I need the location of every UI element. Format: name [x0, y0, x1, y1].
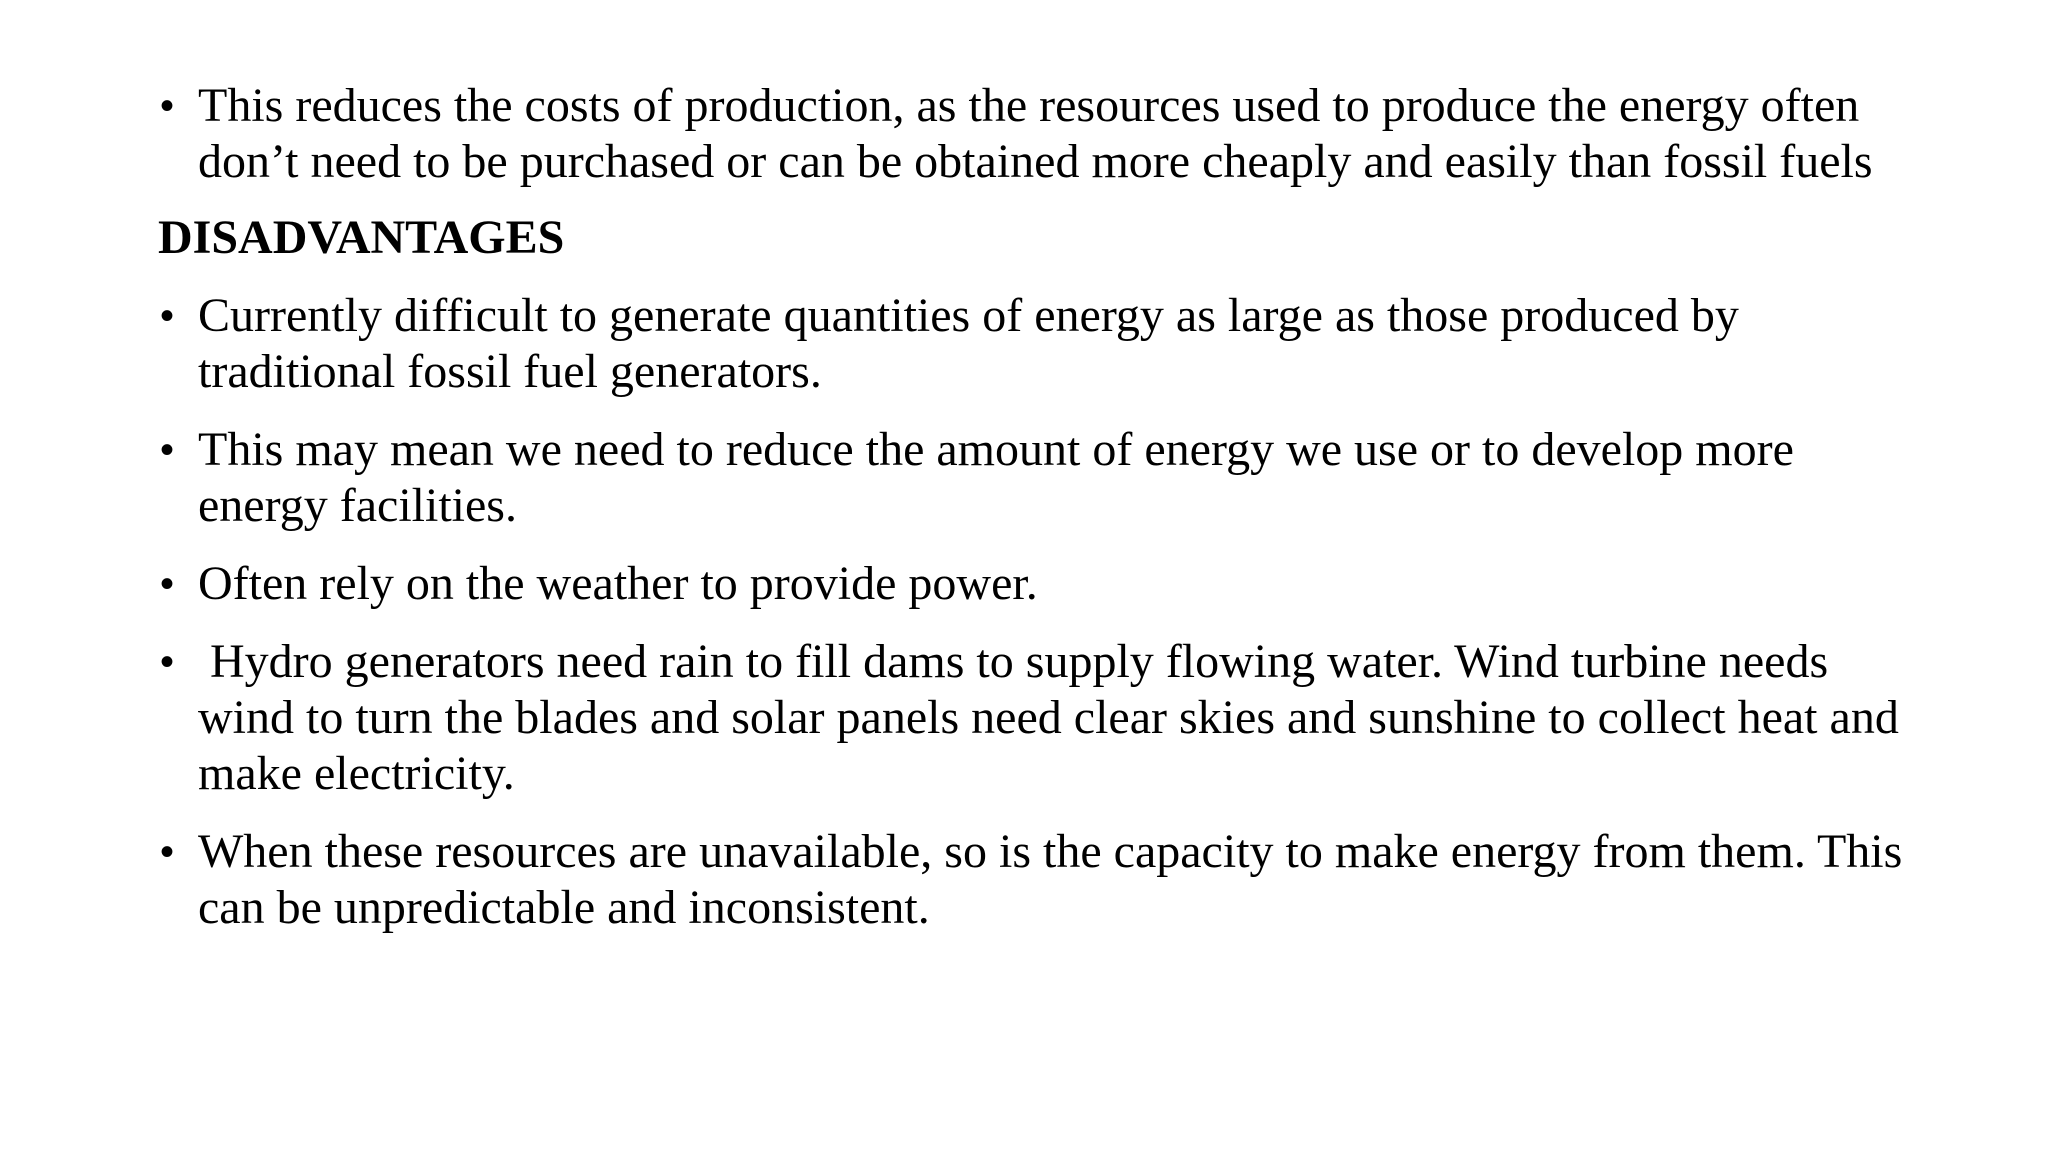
bullet-text: This reduces the costs of production, as the resources used to produce the energy often don’t need to be purchased or can be obtained more cheaply and easily than fossil fuels [198, 79, 1873, 188]
bullet-item [158, 556, 1918, 612]
bullet-marker: • [160, 84, 175, 128]
bullet-text: When these resources are unavailable, so is the capacity to make energy from them. This can be unpredictable and inconsistent. [198, 825, 1903, 934]
bullet-marker: • [160, 640, 175, 684]
bullet-text: Often rely on the weather to provide power. [198, 557, 1038, 610]
bullet-marker: • [160, 428, 175, 472]
bullet-text: Hydro generators need rain to fill dams to supply flowing water. Wind turbine needs wind to turn the blades and solar panels need clear skies and sunshine to collect heat and make electricity. [198, 635, 1911, 800]
bullet-item [158, 288, 1918, 400]
bullet-marker: • [160, 562, 175, 606]
bullet-item-cost-reduction [158, 78, 1918, 190]
bullet-item [158, 824, 1918, 936]
bullet-item [158, 634, 1918, 802]
slide-content [158, 78, 1918, 958]
bullet-item [158, 422, 1918, 534]
bullet-marker: • [160, 294, 175, 338]
disadvantages-heading: DISADVANTAGES [158, 211, 565, 264]
bullet-marker: • [160, 830, 175, 874]
bullet-text: Currently difficult to generate quantities of energy as large as those produced by traditional fossil fuel generators. [198, 289, 1739, 398]
bullet-text: This may mean we need to reduce the amount of energy we use or to develop more energy facilities. [198, 423, 1794, 532]
